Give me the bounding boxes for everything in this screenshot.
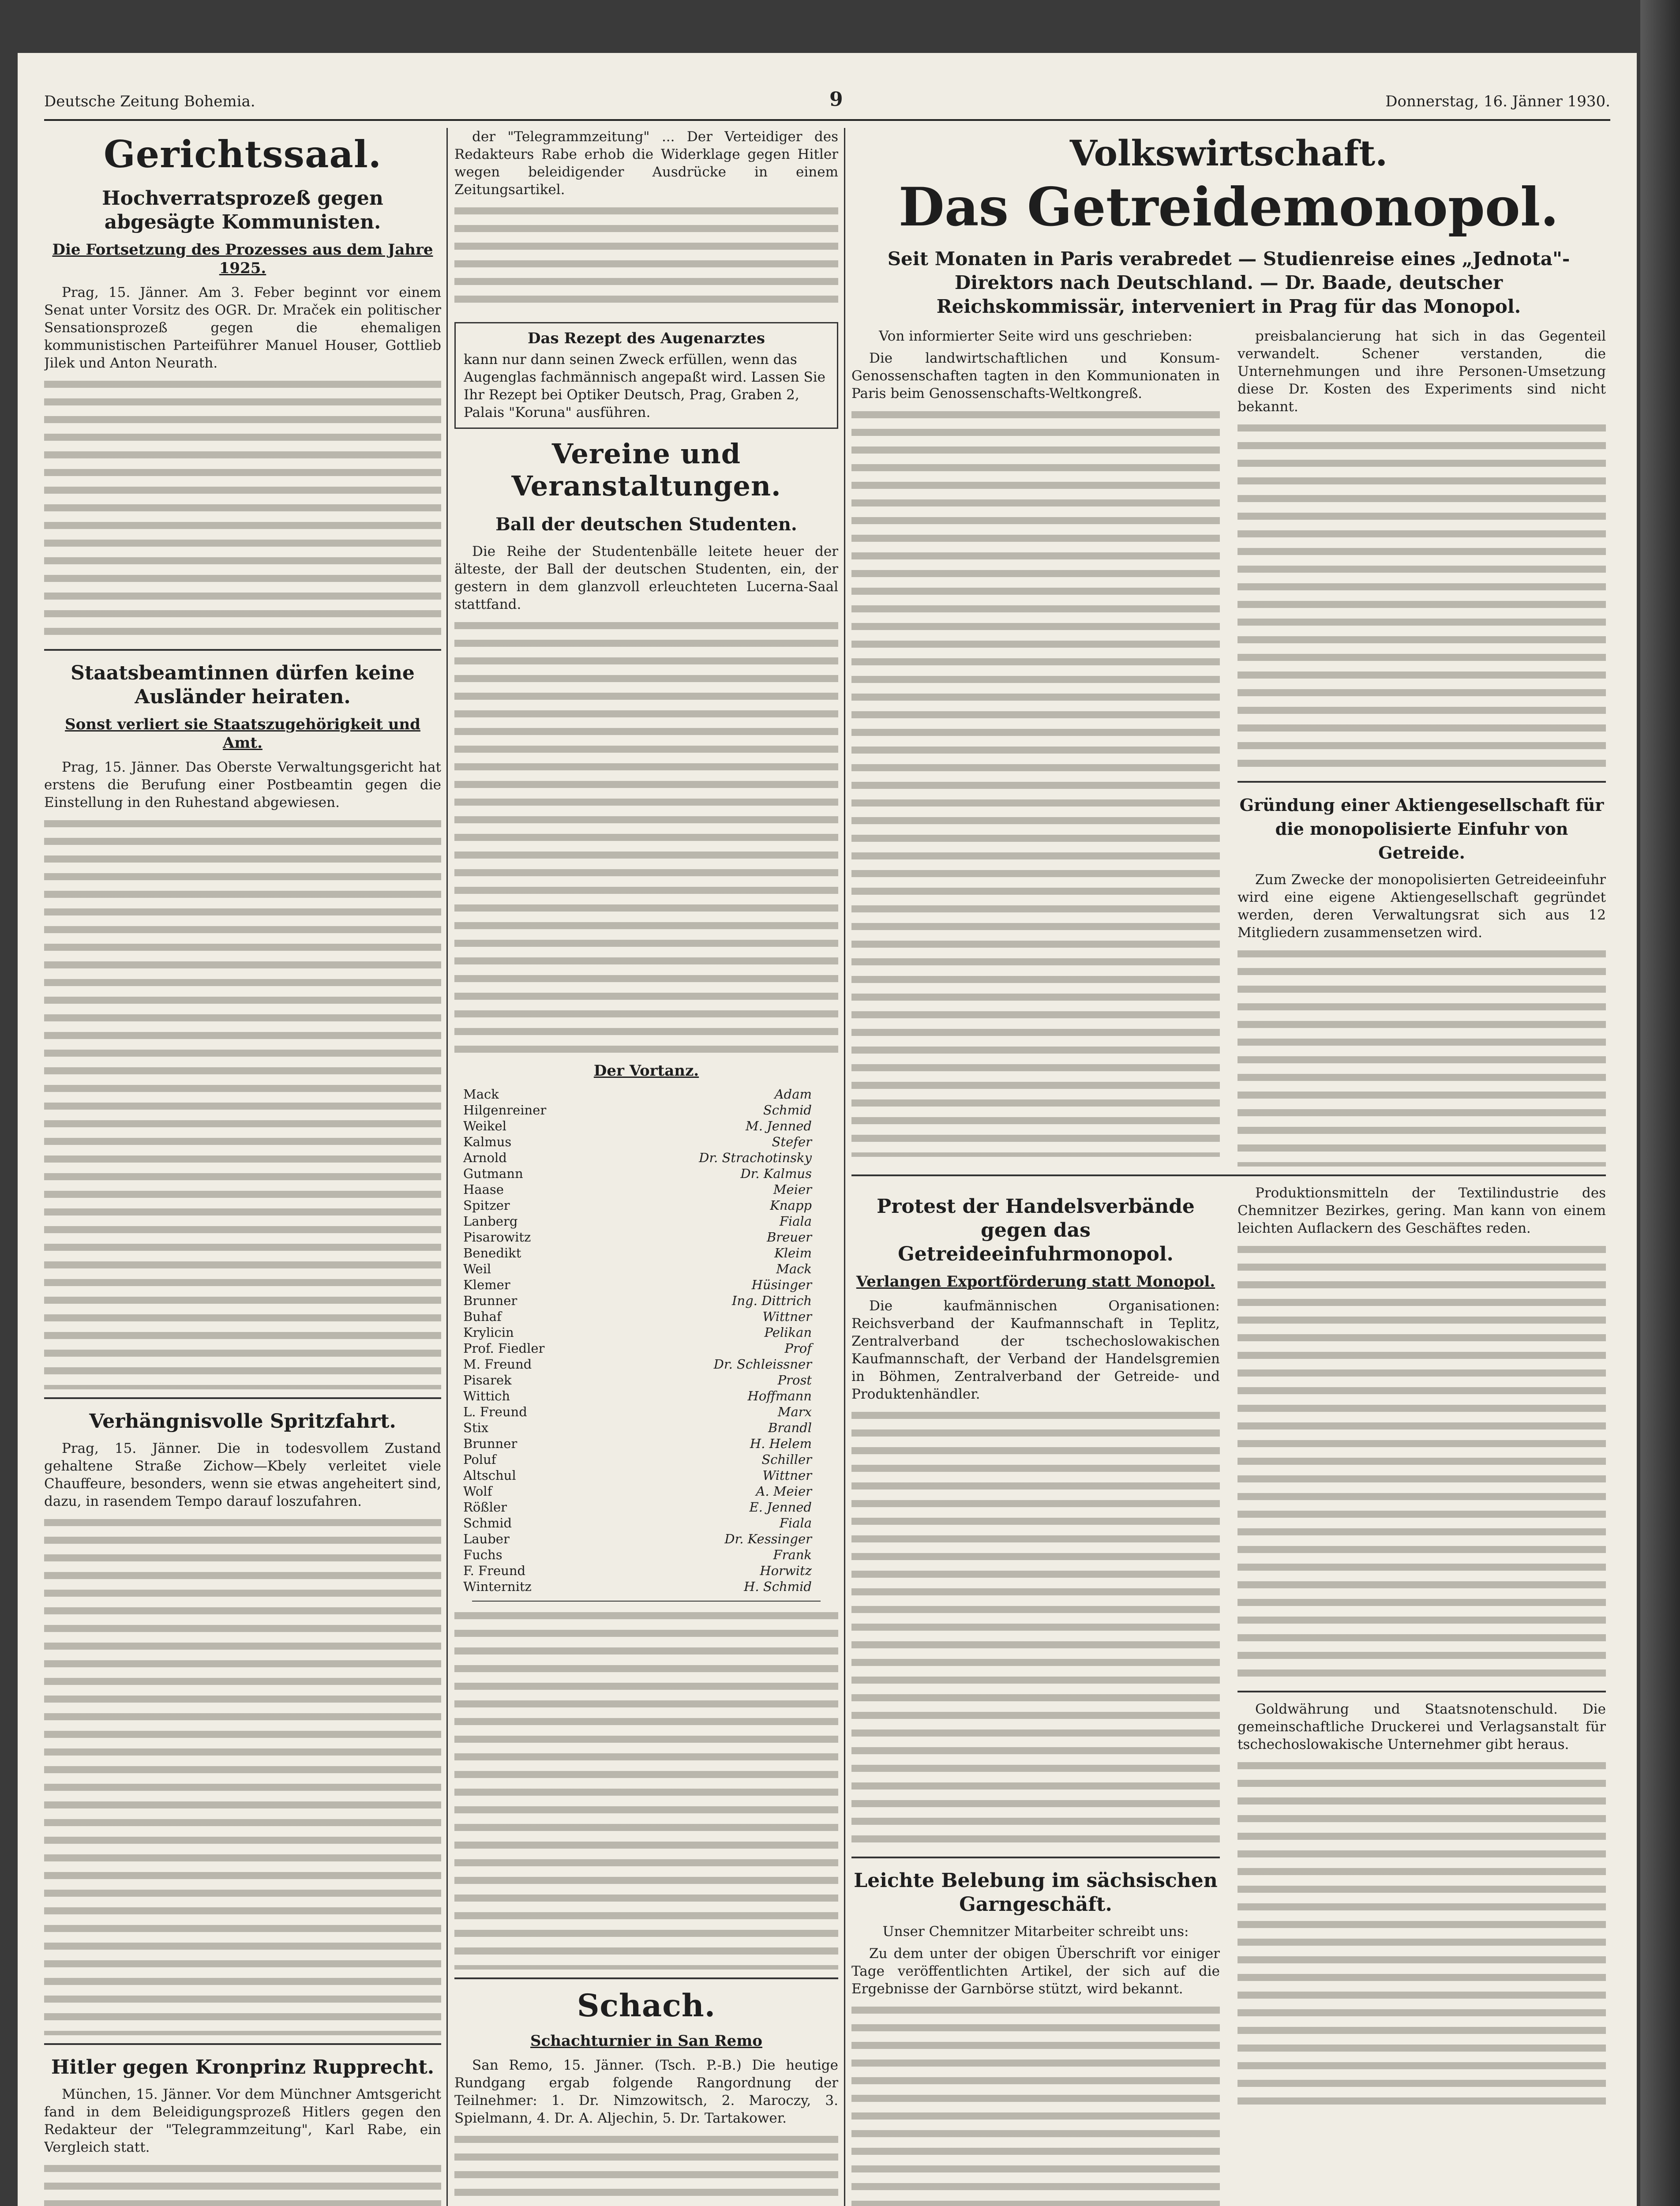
main-headline: Das Getreidemonopol. <box>898 176 1559 238</box>
article-body-text <box>44 1515 441 2035</box>
partner-name: H. Helem <box>750 1436 812 1451</box>
partner-name: Schiller <box>761 1452 812 1467</box>
advertisement-box <box>454 322 838 429</box>
dancer-name: Wittich <box>463 1388 510 1403</box>
ad-title: Das Rezept des Augenarztes <box>528 330 765 347</box>
divider <box>44 649 441 651</box>
byline: Von informierter Seite wird uns geschrieben: <box>879 328 1192 344</box>
partner-name: Prost <box>777 1373 812 1388</box>
article-body-text <box>1238 1242 1606 1683</box>
headline-deck: Seit Monaten in Paris verabredet — Studienreise eines „Jednota"-Direktors nach Deutschland. — Dr. Baade, deutscher Reichskommissär, interveniert in Prag für das Monopol. <box>887 248 1570 317</box>
column-events <box>454 128 838 2206</box>
dancer-name: Brunner <box>463 1293 518 1308</box>
partner-name: Adam <box>774 1087 812 1102</box>
section-title-court: Gerichtssaal. <box>104 132 382 176</box>
partner-name: Wittner <box>762 1309 812 1324</box>
article-subhead: Verlangen Exportförderung statt Monopol. <box>856 1273 1215 1291</box>
cast-row <box>463 1340 838 1356</box>
cast-row <box>463 1388 838 1404</box>
economy-two-columns <box>851 327 1606 1167</box>
dancer-name: Gutmann <box>463 1166 523 1181</box>
partner-name: Dr. Kalmus <box>740 1166 812 1181</box>
article-lead: Zum Zwecke der monopolisierten Getreideeinfuhr wird eine eigene Aktiengesellschaft gegründet werden, deren Verwaltungsrat sich aus 12 Mitgliedern zusammensetzen wird. <box>1238 872 1606 941</box>
cast-row <box>463 1102 838 1118</box>
dancer-name: Hilgenreiner <box>463 1103 547 1118</box>
partner-name: Horwitz <box>760 1563 812 1578</box>
partner-name: Kleim <box>774 1246 812 1261</box>
column-divider <box>446 128 448 2206</box>
dancer-name: Poluf <box>463 1452 496 1467</box>
partner-name: Knapp <box>770 1198 812 1213</box>
cast-row <box>463 1356 838 1372</box>
economy-left-column <box>851 327 1220 1167</box>
cast-row <box>463 1547 838 1563</box>
article-lead: San Remo, 15. Jänner. (Tsch. P.-B.) Die heutige Rundgang ergab folgende Rangordnung der Teilnehmer: 1. Dr. Nimzowitsch, 2. Maroczy, 3. Spielmann, 4. Dr. A. Aljechin, 5. Dr. Tartakower. <box>454 2057 838 2126</box>
byline: Unser Chemnitzer Mitarbeiter schreibt uns: <box>882 1924 1189 1940</box>
paper-name: Deutsche Zeitung Bohemia. <box>44 93 255 110</box>
article-continuation: Produktionsmitteln der Textilindustrie des Chemnitzer Bezirkes, gering. Man kann von einem leichten Auflackern des Geschäftes reden. <box>1238 1185 1606 1236</box>
cast-row <box>463 1420 838 1436</box>
cast-row <box>463 1483 838 1499</box>
partner-name: Brandl <box>768 1420 812 1435</box>
dancer-name: Arnold <box>463 1150 507 1165</box>
economy-lower-columns <box>851 1184 1606 2206</box>
partner-name: Hoffmann <box>747 1388 812 1403</box>
dance-cast-list <box>454 1086 838 1594</box>
divider <box>472 1601 821 1602</box>
column-divider <box>844 128 845 2206</box>
cast-row <box>463 1134 838 1150</box>
article-headline: Verhängnisvolle Spritzfahrt. <box>89 1410 396 1433</box>
divider <box>44 2043 441 2045</box>
dancer-name: Klemer <box>463 1277 510 1292</box>
economy-right-column <box>1238 327 1606 1167</box>
cast-row <box>463 1372 838 1388</box>
partner-name: Schmid <box>763 1103 812 1118</box>
partner-name: Fiala <box>779 1214 812 1229</box>
cast-row <box>463 1309 838 1324</box>
partner-name: Stefer <box>772 1134 812 1149</box>
page-number: 9 <box>829 88 843 111</box>
dancer-name: F. Freund <box>463 1563 526 1578</box>
divider <box>44 1397 441 1399</box>
partner-name: Fiala <box>779 1516 812 1531</box>
cast-row <box>463 1229 838 1245</box>
partner-name: Dr. Schleissner <box>713 1357 812 1372</box>
partner-name: Breuer <box>766 1230 812 1245</box>
dancer-name: Schmid <box>463 1516 512 1531</box>
dancer-name: Weikel <box>463 1118 506 1133</box>
article-body-text <box>454 618 838 1059</box>
cast-row <box>463 1436 838 1452</box>
dancer-name: M. Freund <box>463 1357 532 1372</box>
article-body-text <box>1238 1758 1606 2111</box>
partner-name: Pelikan <box>764 1325 812 1340</box>
cast-row <box>463 1118 838 1134</box>
partner-name: E. Jenned <box>749 1500 812 1515</box>
cast-row <box>463 1213 838 1229</box>
dancer-name: Spitzer <box>463 1198 510 1213</box>
dancer-name: Stix <box>463 1420 489 1435</box>
divider <box>851 1857 1220 1858</box>
article-headline: Hitler gegen Kronprinz Rupprecht. <box>51 2056 435 2078</box>
article-headline: Leichte Belebung im sächsischen Garngeschäft. <box>854 1869 1218 1916</box>
cast-row <box>463 1293 838 1309</box>
dancer-name: Wolf <box>463 1484 492 1499</box>
section-title-economy: Volkswirtschaft. <box>1069 132 1388 174</box>
dancer-name: Mack <box>463 1087 499 1102</box>
article-lead: München, 15. Jänner. Vor dem Münchner Amtsgericht fand in dem Beleidigungsprozeß Hitlers gegen den Redakteur der "Telegrammzeitung", Karl Rabe, ein Vergleich statt. <box>44 2086 441 2155</box>
article-body-text <box>851 2002 1220 2206</box>
cast-row <box>463 1086 838 1102</box>
lower-left-column <box>851 1184 1220 2206</box>
cast-row <box>463 1277 838 1293</box>
cast-row <box>463 1515 838 1531</box>
article-subhead: Sonst verliert sie Staatszugehörigkeit und Amt. <box>65 716 420 752</box>
article-body-text <box>1238 420 1606 773</box>
article-body-text <box>454 203 838 313</box>
dancer-name: Rößler <box>463 1500 507 1515</box>
article-lead: Zu dem unter der obigen Überschrift vor einiger Tage veröffentlichten Artikel, der sich auf die Ergebnisse der Garnbörse stützt, wird bekannt. <box>851 1946 1220 1997</box>
article-headline: Protest der Handelsverbände gegen das Getreideeinfuhrmonopol. <box>877 1195 1195 1265</box>
article-body-text <box>44 816 441 1389</box>
cast-row <box>463 1452 838 1467</box>
divider <box>1238 1691 1606 1692</box>
cast-row <box>463 1579 838 1594</box>
cast-row <box>463 1563 838 1579</box>
cast-row <box>463 1324 838 1340</box>
dancer-name: L. Freund <box>463 1404 527 1419</box>
notices-text <box>454 1608 838 1970</box>
cast-row <box>463 1404 838 1420</box>
section-title-chess: Schach. <box>577 1987 716 2024</box>
dancer-name: Haase <box>463 1182 504 1197</box>
divider <box>1238 781 1606 783</box>
divider <box>454 1977 838 1979</box>
dancer-name: Kalmus <box>463 1134 512 1149</box>
newspaper-page <box>18 53 1637 2206</box>
partner-name: M. Jenned <box>746 1118 812 1133</box>
dancer-name: Krylicin <box>463 1325 514 1340</box>
partner-name: Meier <box>773 1182 812 1197</box>
article-lead: Die Reihe der Studentenbälle leitete heuer der älteste, der Ball der deutschen Studenten, ein, der gestern in dem glanzvoll erleuchteten Lucerna-Saal stattfand. <box>454 544 838 612</box>
article-lead: Goldwährung und Staatsnotenschuld. Die gemeinschaftliche Druckerei und Verlagsanstalt für tschechoslowakische Unternehmer gibt heraus. <box>1238 1701 1606 1752</box>
article-lead: Prag, 15. Jänner. Das Oberste Verwaltungsgericht hat erstens die Berufung einer Postbeamtin gegen die Einstellung in den Ruhestand abgewiesen. <box>44 759 441 810</box>
dancer-name: Lanberg <box>463 1214 518 1229</box>
cast-row <box>463 1182 838 1197</box>
dancer-name: Brunner <box>463 1436 518 1451</box>
cast-row <box>463 1150 838 1166</box>
dancer-name: Winternitz <box>463 1579 532 1594</box>
cast-row <box>463 1499 838 1515</box>
column-court <box>44 128 441 2206</box>
cast-row <box>463 1166 838 1182</box>
dancer-name: Weil <box>463 1261 491 1276</box>
dancer-name: Altschul <box>463 1468 516 1483</box>
article-continuation: preisbalancierung hat sich in das Gegenteil verwandelt. Schener verstanden, die Unternehmungen und ihre Personen-Umsetzung diese Dr. Kosten des Experiments sind nicht bekannt. <box>1238 328 1606 415</box>
article-body-text <box>851 407 1220 1157</box>
page-header <box>44 84 1610 121</box>
article-lead: Die kaufmännischen Organisationen: Reichsverband der Kaufmannschaft in Teplitz, Zentralverband der tschechoslowakischen Kaufmannschaft, der Verband der Handelsgremien in Böhmen, Zentralverband der Getreide- und Produktenhändler. <box>851 1298 1220 1402</box>
cast-row <box>463 1261 838 1277</box>
dancer-name: Benedikt <box>463 1246 521 1261</box>
cast-heading: Der Vortanz. <box>593 1062 699 1080</box>
issue-date: Donnerstag, 16. Jänner 1930. <box>1385 93 1610 110</box>
partner-name: Wittner <box>762 1468 812 1483</box>
partner-name: Marx <box>777 1404 812 1419</box>
article-lead: Prag, 15. Jänner. Am 3. Feber beginnt vor einem Senat unter Vorsitz des OGR. Dr. Mraček ein politischer Sensationsprozeß gegen die ehemaligen kommunistischen Parteiführer Manuel Houser, Gottlieb Jilek und Anton Neurath. <box>44 285 441 371</box>
cast-row <box>463 1467 838 1483</box>
cast-row <box>463 1531 838 1547</box>
partner-name: Dr. Kessinger <box>724 1531 812 1546</box>
divider <box>851 1174 1606 1176</box>
article-body-text <box>44 376 441 641</box>
ad-text: kann nur dann seinen Zweck erfüllen, wenn das Augenglas fachmännisch angepaßt wird. Lassen Sie Ihr Rezept bei Optiker Deutsch, Prag, Graben 2, Palais "Koruna" ausführen. <box>464 352 825 420</box>
article-lead: Prag, 15. Jänner. Die in todesvollem Zustand gehaltene Straße Zichow—Kbely verleitet viele Chauffeure, besonders, wenn sie etwas angeheitert sind, dazu, in rasendem Tempo darauf loszufahren. <box>44 1441 441 1509</box>
partner-name: Mack <box>776 1261 812 1276</box>
partner-name: H. Schmid <box>744 1579 812 1594</box>
article-continuation: der "Telegrammzeitung" ... Der Verteidiger des Redakteurs Rabe erhob die Widerklage gegen Hitler wegen beleidigender Ausdrücke in einem Zeitungsartikel. <box>454 129 838 198</box>
column-economy <box>851 128 1606 2206</box>
page-binding-edge <box>1640 0 1680 2206</box>
partner-name: Hüsinger <box>751 1277 812 1292</box>
dancer-name: Lauber <box>463 1531 510 1546</box>
article-headline: Ball der deutschen Studenten. <box>495 514 797 535</box>
article-body-text <box>454 2131 838 2206</box>
partner-name: Dr. Strachotinsky <box>699 1150 812 1165</box>
cast-row <box>463 1197 838 1213</box>
dancer-name: Prof. Fiedler <box>463 1341 545 1356</box>
dancer-name: Pisarowitz <box>463 1230 531 1245</box>
article-headline: Hochverratsprozeß gegen abgesägte Kommunisten. <box>102 187 383 233</box>
dancer-name: Fuchs <box>463 1547 502 1562</box>
partner-name: Prof <box>784 1341 812 1356</box>
partner-name: A. Meier <box>756 1484 812 1499</box>
article-body-text <box>851 1407 1220 1849</box>
dancer-name: Buhaf <box>463 1309 502 1324</box>
article-headline: Gründung einer Aktiengesellschaft für die monopolisierte Einfuhr von Getreide. <box>1239 795 1604 863</box>
cast-row <box>463 1245 838 1261</box>
article-headline: Staatsbeamtinnen dürfen keine Ausländer heiraten. <box>71 662 415 708</box>
article-subhead: Die Fortsetzung des Prozesses aus dem Jahre 1925. <box>52 241 433 277</box>
article-lead: Die landwirtschaftlichen und Konsum-Genossenschaften tagten in den Kommunionaten in Paris beim Genossenschafts-Weltkongreß. <box>851 350 1220 401</box>
article-body-text <box>1238 946 1606 1167</box>
partner-name: Frank <box>773 1547 812 1562</box>
article-body-text <box>44 2161 441 2206</box>
lower-right-column <box>1238 1184 1606 2206</box>
section-title-events: Vereine und Veranstaltungen. <box>511 438 781 502</box>
partner-name: Ing. Dittrich <box>731 1293 812 1308</box>
dancer-name: Pisarek <box>463 1373 512 1388</box>
article-subhead: Schachturnier in San Remo <box>530 2032 762 2050</box>
